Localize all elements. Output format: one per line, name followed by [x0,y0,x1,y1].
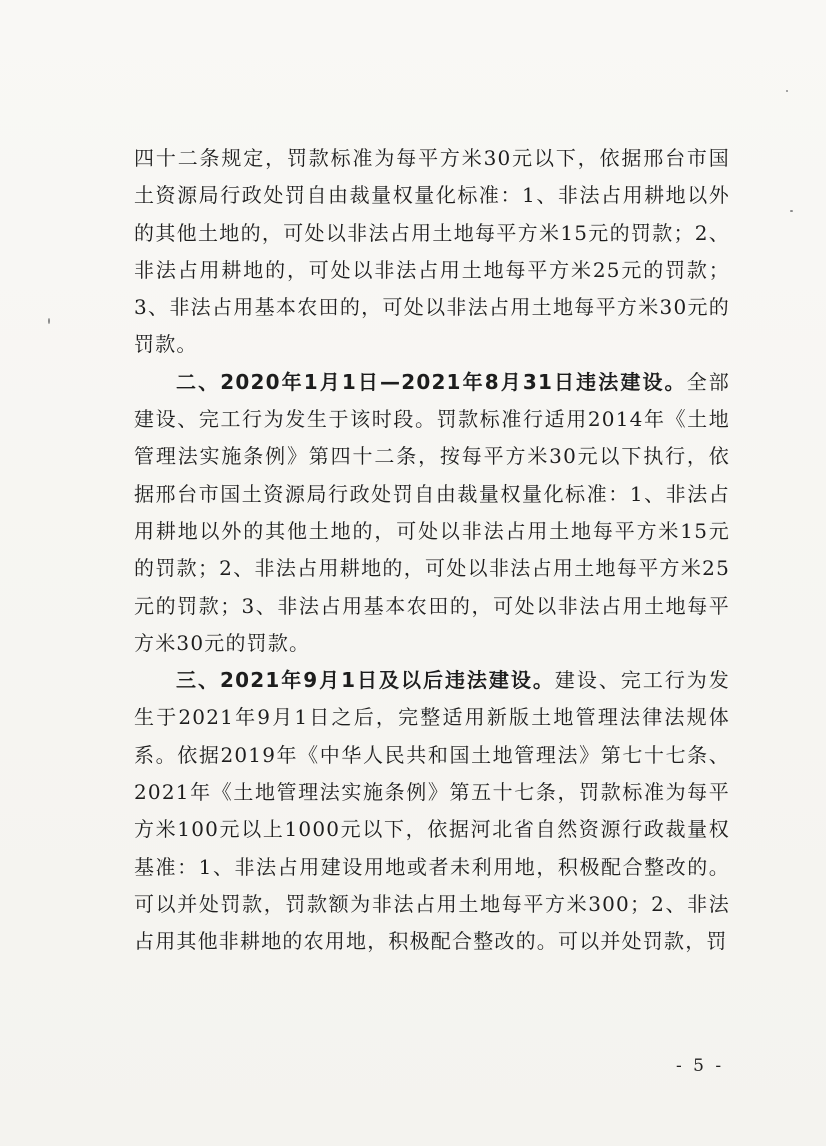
scan-speck [790,210,793,212]
paragraph-1-text: 四十二条规定，罚款标准为每平方米30元以下，依据邢台市国土资源局行政处罚自由裁量权量化标准：1、非法占用耕地以外的其他土地的，可处以非法占用土地每平方米15元的罚款；2、非法占用耕地的，可处以非法占用土地每平方米25元的罚款；3、非法占用基本农田的，可处以非法占用土地每平方米30元的罚款。 [134,146,730,357]
page-number: - 5 - [676,1056,725,1076]
paragraph-section-three [134,662,730,960]
paragraph-section-two [134,364,730,662]
section-three-heading: 三、2021年9月1日及以后违法建设。 [176,668,555,693]
paragraph-continuation [134,140,730,364]
section-two-heading: 二、2020年1月1日—2021年8月31日违法建设。 [176,369,687,394]
document-body [134,140,730,961]
scan-speck [786,90,788,92]
scan-speck [48,318,50,324]
section-two-text: 全部建设、完工行为发生于该时段。罚款标准行适用2014年《土地管理法实施条例》第四十二条，按每平方米30元以下执行，依据邢台市国土资源局行政处罚自由裁量权量化标准：1、非法占用耕地以外的其他土地的，可处以非法占用土地每平方米15元的罚款；2、非法占用耕地的，可处以非法占用土地每平方米25元的罚款；3、非法占用基本农田的，可处以非法占用土地每平方米30元的罚款。 [134,369,731,655]
section-three-text: 建设、完工行为发生于2021年9月1日之后，完整适用新版土地管理法律法规体系。依据2019年《中华人民共和国土地管理法》第七十七条、2021年《土地管理法实施条例》第五十七条，罚款标准为每平方米100元以上1000元以下，依据河北省自然资源行政裁量权基准：1、非法占用建设用地或者未利用地，积极配合整改的。可以并处罚款，罚款额为非法占用土地每平方米300；2、非法占用其他非耕地的农用地，积极配合整改的。可以并处罚款，罚 [134,668,730,954]
